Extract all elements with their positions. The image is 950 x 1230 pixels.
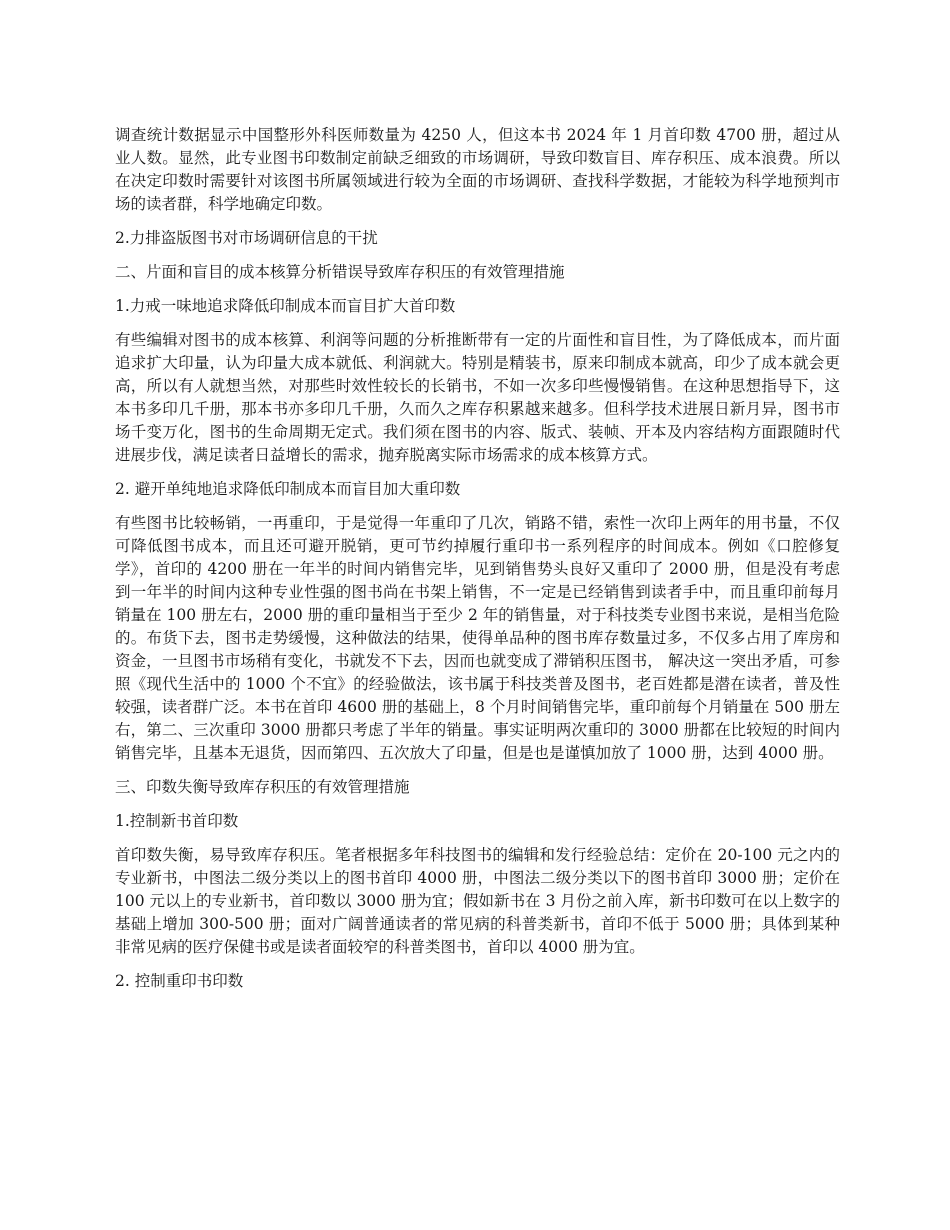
paragraph-first-print-guidelines: 首印数失衡，易导致库存积压。笔者根据多年科技图书的编辑和发行经验总结：定价在 20-100 元之内的专业新书，中图法二级分类以上的图书首印 4000 册，中图法二级分类以下的图书首印 3000 册；定价在 100 元以上的专业新书，首印数以 3000 册为宜；假如新书在 3 月份之前入库，新书印数可在以上数字的基础上增加 300-500 册；面对广阔普通读者的常见病的科普类新书，首印不低于 5000 册；具体到某种非常见病的医疗保健书或是读者面较窄的科普类图书，首印以 4000 册为宜。 <box>115 846 840 956</box>
subheading-first-print-run: 1.力戒一味地追求降低印制成本而盲目扩大首印数 <box>115 297 456 315</box>
subheading-control-new-book: 1.控制新书首印数 <box>115 812 239 830</box>
paragraph-cost-accounting: 有些编辑对图书的成本核算、利润等问题的分析推断带有一定的片面性和盲目性，为了降低成本，而片面追求扩大印量，认为印量大成本就低、利润就大。特别是精装书，原来印制成本就高，印少了成本就会更高，所以有人就想当然，对那些时效性较长的长销书，不如一次多印些慢慢销售。在这种思想指导下，这本书多印几千册，那本书亦多印几千册，久而久之库存积累越来越多。但科学技术进展日新月异，图书市场千变万化，图书的生命周期无定式。我们须在图书的内容、版式、装帧、开本及内容结构方面跟随时代进展步伐，满足读者日益增长的需求，抛弃脱离实际市场需求的成本核算方式。 <box>115 331 840 464</box>
paragraph-market-research-data: 调查统计数据显示中国整形外科医师数量为 4250 人，但这本书 2024 年 1 月首印数 4700 册，超过从业人数。显然，此专业图书印数制定前缺乏细致的市场调研，导致印数盲目、库存积压、成本浪费。所以在决定印数时需要针对该图书所属领域进行较为全面的市场调研、查找科学数据，才能较为科学地预判市场的读者群，科学地确定印数。 <box>115 126 840 213</box>
section-heading-cost-accounting: 二、片面和盲目的成本核算分析错误导致库存积压的有效管理措施 <box>115 263 565 281</box>
paragraph-reprint-example: 有些图书比较畅销，一再重印，于是觉得一年重印了几次，销路不错，索性一次印上两年的用书量，不仅可降低图书成本，而且还可避开脱销，更可节约掉履行重印书一系列程序的时间成本。例如《口腔修复学》，首印的 4200 册在一年半的时间内销售完毕，见到销售势头良好又重印了 2000 册，但是没有考虑到一年半的时间内这种专业性强的图书尚在书架上销售，不一定是已经销售到读者手中，而且重印前每月销量在 100 册左右，2000 册的重印量相当于至少 2 年的销售量，对于科技类专业图书来说，是相当危险的。布货下去，图书走势缓慢，这种做法的结果，使得单品种的图书库存数量过多，不仅多占用了库房和资金，一旦图书市场稍有变化，书就发不下去，因而也就变成了滞销积压图书， 解决这一突出矛盾，可参照《现代生活中的 1000 个不宜》的经验做法，该书属于科技类普及图书，老百姓都是潜在读者，普及性较强，读者群广泛。本书在首印 4600 册的基础上，8 个月时间销售完毕，重印前每个月销量在 500 册左右，第二、三次重印 3000 册都只考虑了半年的销量。事实证明两次重印的 3000 册都在比较短的时间内销售完毕，且基本无退货，因而第四、五次放大了印量，但是也是谨慎加放了 1000 册，达到 4000 册。 <box>115 514 840 762</box>
section-heading-print-imbalance: 三、印数失衡导致库存积压的有效管理措施 <box>115 778 410 796</box>
subheading-anti-piracy: 2.力排盗版图书对市场调研信息的干扰 <box>115 229 378 247</box>
document-body <box>115 124 840 1004</box>
subheading-control-reprint: 2. 控制重印书印数 <box>115 972 244 990</box>
subheading-reprint-run: 2. 避开单纯地追求降低印制成本而盲目加大重印数 <box>115 480 461 498</box>
